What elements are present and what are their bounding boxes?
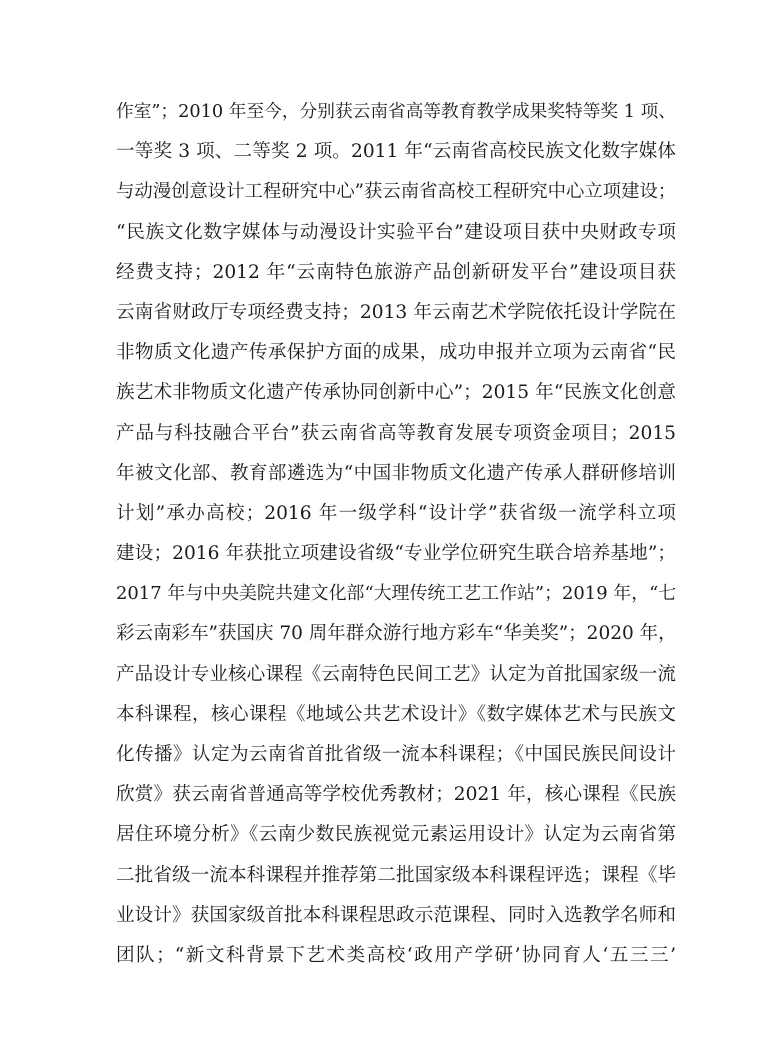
text-line-22: 团队；“新文科背景下艺术类高校‘政用产学研’协同育人‘五三三’ (116, 944, 676, 966)
text-line-2: 一等奖 3 项、二等奖 2 项。2011 年“云南省高校民族文化数字媒体 (116, 141, 676, 163)
text-line-18: 欣赏》获云南省普通高等学校优秀教材；2021 年，核心课程《民族 (116, 784, 676, 806)
text-line-20: 二批省级一流本科课程并推荐第二批国家级本科课程评选；课程《毕 (116, 864, 676, 886)
text-line-11: 计划”承办高校；2016 年一级学科“设计学”获省级一流学科立项 (116, 502, 676, 524)
body-paragraph (116, 92, 676, 976)
text-line-14: 彩云南彩车”获国庆 70 周年群众游行地方彩车“华美奖”；2020 年， (116, 623, 677, 645)
text-line-7: 非物质文化遗产传承保护方面的成果，成功申报并立项为云南省“民 (116, 342, 676, 364)
text-line-10: 年被文化部、教育部遴选为“中国非物质文化遗产传承人群研修培训 (116, 462, 676, 484)
text-line-17: 化传播》认定为云南省首批省级一流本科课程；《中国民族民间设计 (116, 744, 676, 765)
text-line-6: 云南省财政厅专项经费支持；2013 年云南艺术学院依托设计学院在 (116, 301, 676, 323)
text-line-9: 产品与科技融合平台”获云南省高等教育发展专项资金项目；2015 (116, 422, 676, 444)
text-line-13: 2017 年与中央美院共建文化部“大理传统工艺工作站”；2019 年，“七 (116, 583, 677, 605)
text-line-21: 业设计》获国家级首批本科课程思政示范课程、同时入选教学名师和 (116, 904, 676, 926)
text-line-16: 本科课程，核心课程《地域公共艺术设计》《数字媒体艺术与民族文 (116, 703, 676, 725)
text-line-8: 族艺术非物质文化遗产传承协同创新中心”；2015 年“民族文化创意 (116, 382, 676, 404)
text-line-5: 经费支持；2012 年“云南特色旅游产品创新研发平台”建设项目获 (116, 261, 676, 283)
text-line-1: 作室”；2010 年至今，分别获云南省高等教育教学成果奖特等奖 1 项、 (116, 102, 676, 122)
text-line-12: 建设；2016 年获批立项建设省级“专业学位研究生联合培养基地”； (116, 543, 676, 565)
text-line-4: “民族文化数字媒体与动漫设计实验平台”建设项目获中央财政专项 (116, 221, 676, 243)
text-line-19: 居住环境分析》《云南少数民族视觉元素运用设计》认定为云南省第 (116, 824, 676, 846)
text-line-3: 与动漫创意设计工程研究中心”获云南省高校工程研究中心立项建设； (116, 181, 677, 203)
text-line-15: 产品设计专业核心课程《云南特色民间工艺》认定为首批国家级一流 (116, 663, 676, 685)
